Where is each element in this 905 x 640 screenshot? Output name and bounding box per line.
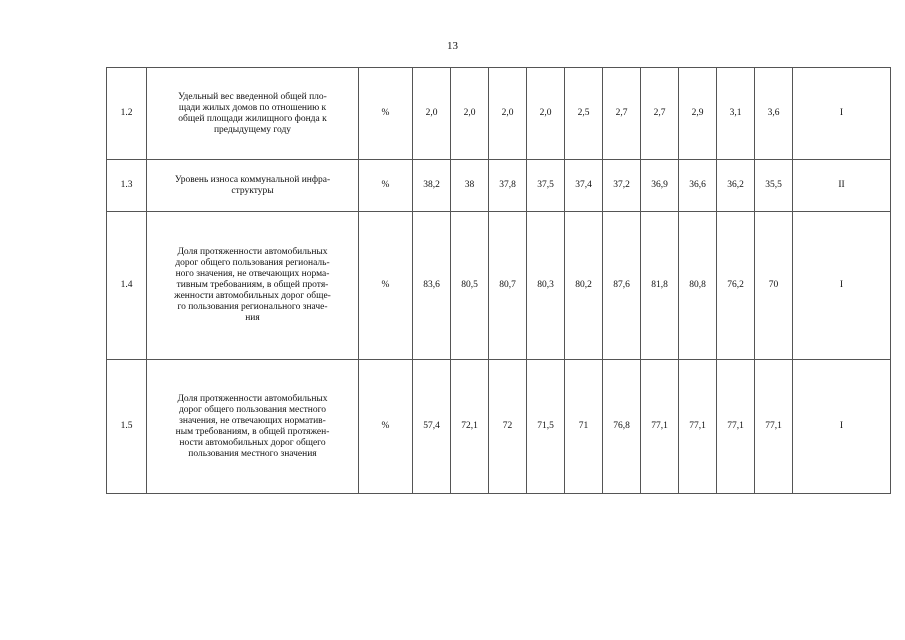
indicators-table: [106, 67, 891, 494]
value-cell: 2,0: [489, 68, 527, 160]
indicator-name-line: дорог общего пользования местного: [178, 404, 327, 415]
indicator-name-line: ным требованиям, в общей протяжен-: [175, 426, 330, 437]
value-cell: 77,1: [641, 360, 679, 494]
indicator-name-cell: [147, 68, 359, 160]
value-cell: 37,5: [527, 160, 565, 212]
indicator-name-line: тивным требованиям, в общей протя-: [176, 280, 329, 290]
row-id-cell: 1.4: [107, 212, 147, 360]
value-cell: 3,1: [717, 68, 755, 160]
indicator-name-line: ности автомобильных дорог общего: [179, 437, 326, 448]
value-cell: 71,5: [527, 360, 565, 494]
value-cell: 35,5: [755, 160, 793, 212]
indicator-name-line: ного значения, не отвечающих норма-: [175, 269, 330, 279]
value-cell: 38: [451, 160, 489, 212]
unit-cell: %: [359, 212, 413, 360]
value-cell: 72: [489, 360, 527, 494]
value-cell: 36,2: [717, 160, 755, 212]
indicator-name-line: пользования местного значения: [188, 448, 317, 459]
value-cell: 38,2: [413, 160, 451, 212]
row-id-cell: 1.5: [107, 360, 147, 494]
table-row: [107, 160, 891, 212]
value-cell: 80,8: [679, 212, 717, 360]
value-cell: 2,7: [641, 68, 679, 160]
indicator-name-line: ния: [245, 313, 260, 323]
value-cell: 37,2: [603, 160, 641, 212]
indicator-name-cell: [147, 160, 359, 212]
value-cell: 77,1: [679, 360, 717, 494]
indicator-name-line: Удельный вес введенной общей пло-: [178, 91, 327, 102]
indicator-name-line: структуры: [231, 185, 274, 196]
indicator-name-line: женности автомобильных дорог обще-: [174, 291, 331, 301]
value-cell: 2,7: [603, 68, 641, 160]
value-cell: 76,2: [717, 212, 755, 360]
value-cell: 70: [755, 212, 793, 360]
category-cell: II: [793, 160, 891, 212]
indicator-name-cell: [147, 212, 359, 360]
value-cell: 80,3: [527, 212, 565, 360]
value-cell: 37,8: [489, 160, 527, 212]
value-cell: 72,1: [451, 360, 489, 494]
indicator-name-line: го пользования регионального значе-: [177, 302, 328, 312]
row-id-cell: 1.2: [107, 68, 147, 160]
unit-cell: %: [359, 160, 413, 212]
category-cell: I: [793, 360, 891, 494]
value-cell: 77,1: [755, 360, 793, 494]
value-cell: 80,5: [451, 212, 489, 360]
table-body: [107, 68, 891, 494]
value-cell: 81,8: [641, 212, 679, 360]
indicator-name-line: Доля протяженности автомобильных: [177, 247, 328, 257]
unit-cell: %: [359, 68, 413, 160]
value-cell: 87,6: [603, 212, 641, 360]
value-cell: 76,8: [603, 360, 641, 494]
value-cell: 83,6: [413, 212, 451, 360]
unit-cell: %: [359, 360, 413, 494]
value-cell: 77,1: [717, 360, 755, 494]
value-cell: 2,5: [565, 68, 603, 160]
indicator-name-line: Уровень износа коммунальной инфра-: [174, 174, 331, 185]
table-row: [107, 68, 891, 160]
value-cell: 71: [565, 360, 603, 494]
indicator-name-line: общей площади жилищного фонда к: [178, 113, 327, 124]
value-cell: 36,6: [679, 160, 717, 212]
row-id-cell: 1.3: [107, 160, 147, 212]
value-cell: 3,6: [755, 68, 793, 160]
table-row: [107, 212, 891, 360]
indicator-name-line: Доля протяженности автомобильных: [177, 393, 328, 404]
category-cell: I: [793, 68, 891, 160]
table-row: [107, 360, 891, 494]
value-cell: 2,9: [679, 68, 717, 160]
value-cell: 2,0: [527, 68, 565, 160]
indicator-name-line: щади жилых домов по отношению к: [178, 102, 327, 113]
category-cell: I: [793, 212, 891, 360]
indicator-name-line: значения, не отвечающих норматив-: [179, 415, 326, 426]
value-cell: 37,4: [565, 160, 603, 212]
value-cell: 57,4: [413, 360, 451, 494]
value-cell: 80,2: [565, 212, 603, 360]
value-cell: 80,7: [489, 212, 527, 360]
value-cell: 36,9: [641, 160, 679, 212]
value-cell: 2,0: [413, 68, 451, 160]
indicator-name-line: предыдущему году: [213, 124, 292, 135]
value-cell: 2,0: [451, 68, 489, 160]
indicator-name-cell: [147, 360, 359, 494]
indicator-name-line: дорог общего пользования региональ-: [175, 258, 330, 268]
page-number: 13: [447, 40, 458, 52]
